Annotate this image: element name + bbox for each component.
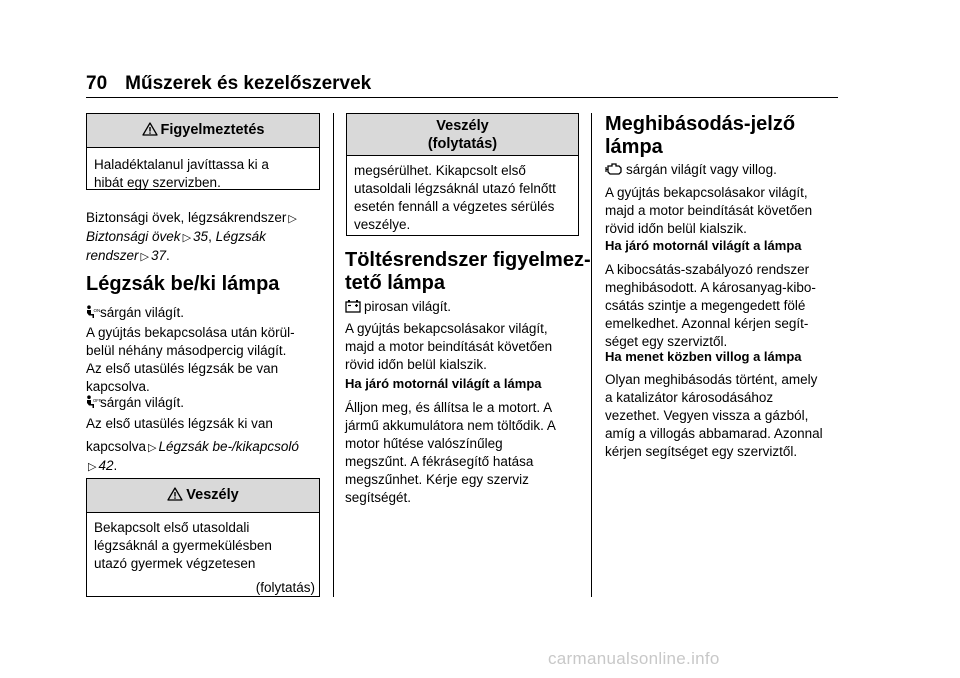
- watermark: carmanualsonline.info: [548, 649, 720, 668]
- warning-box-line: Haladéktalanul javíttassa ki a: [94, 157, 269, 172]
- text-line: Álljon meg, és állítsa le a motort. A: [345, 400, 553, 415]
- malfunction-description: [605, 184, 840, 238]
- airbag-on-line: [86, 304, 331, 322]
- warning-box-line: hibát egy szervizben.: [94, 175, 221, 190]
- battery-icon: [345, 299, 361, 313]
- battery-text: pirosan világít.: [364, 299, 452, 314]
- engine-lamp-line: [605, 161, 840, 179]
- crossref-link-2-cont[interactable]: rendszer: [86, 248, 139, 263]
- text-line: majd a motor beindítását követően: [345, 339, 553, 354]
- separator: ,: [208, 229, 212, 244]
- text-line: csátás szintje a megengedett fölé: [605, 298, 806, 313]
- text-line: belül néhány másodpercig világít.: [86, 343, 287, 358]
- text-line: rövid időn belül kialszik.: [605, 221, 747, 236]
- charging-sub-description: [345, 399, 585, 507]
- airbag-on-description: [86, 324, 331, 396]
- danger-box-line: Bekapcsolt első utasoldali: [94, 520, 250, 535]
- warning-box: [86, 113, 320, 190]
- warning-box-header: [87, 114, 319, 148]
- page-number: 70: [86, 73, 108, 94]
- text-line: segítségét.: [345, 490, 412, 505]
- period: .: [113, 458, 118, 473]
- section-title-airbag: Légzsák be/ki lámpa: [86, 273, 280, 295]
- text-line: motor hűtése valószínűleg: [345, 436, 503, 451]
- text-line: Az első utasülés légzsák ki van: [86, 416, 273, 431]
- danger-box: [86, 478, 320, 597]
- text-line: megsérülhet. Kikapcsolt első: [354, 163, 526, 178]
- text-line: esetén fennáll a végzetes sérülés: [354, 199, 555, 214]
- crossref-intro: Biztonsági övek, légzsákrendszer: [86, 210, 287, 225]
- section-title-line: Töltésrendszer figyelmez-: [345, 249, 591, 271]
- column-divider-1: [333, 113, 334, 597]
- text-line: amíg a villogás abbamarad. Azonnal: [605, 426, 823, 441]
- arrow-icon: ▷: [182, 232, 192, 244]
- arrow-icon: ▷: [148, 442, 157, 454]
- airbag-on-icon: [86, 305, 101, 319]
- header-rule: [86, 97, 838, 98]
- warning-box-title: Figyelmeztetés: [160, 122, 265, 138]
- crossref-link-1[interactable]: Biztonsági övek: [86, 229, 181, 244]
- airbag-on-text: sárgán világít.: [100, 305, 185, 320]
- text-line: A kibocsátás-szabályozó rendszer: [605, 262, 810, 277]
- malfunction-subheading-1: Ha járó motornál világít a lámpa: [605, 238, 802, 253]
- text-line: emelkedhet. Azonnal kérjen segít-: [605, 316, 809, 331]
- crossref-link-3[interactable]: Légzsák be-/kikapcsoló: [158, 439, 299, 454]
- text-line: a katalizátor károsodásához: [605, 390, 774, 405]
- danger-box-body: [87, 513, 319, 605]
- text-line: megszűnt. A fékrásegítő hatása: [345, 454, 534, 469]
- danger-continued-title: Veszély: [436, 118, 489, 134]
- svg-text:ON: ON: [93, 308, 101, 313]
- text-line: jármű akkumulátora nem töltődik. A: [345, 418, 556, 433]
- warning-triangle-icon: [142, 122, 158, 136]
- text-line: utasoldali légzsáknál utazó felnőtt: [354, 181, 556, 196]
- arrow-icon: ▷: [140, 251, 149, 263]
- malfunction-sub-description-1: [605, 261, 840, 351]
- crossref-page-3[interactable]: 42: [98, 458, 114, 473]
- warning-box-body: [87, 148, 319, 200]
- text-line: rövid időn belül kialszik.: [345, 357, 487, 372]
- text-line: meghibásodott. A károsanyag-kibo-: [605, 280, 816, 295]
- danger-box-header: [87, 479, 319, 513]
- danger-box-line: légzsáknál a gyermekülésben: [94, 538, 272, 553]
- arrow-icon: ▷: [288, 213, 297, 225]
- section-title-charging: [345, 249, 591, 295]
- text-line: veszélye.: [354, 217, 411, 232]
- section-title-line: lámpa: [605, 136, 663, 158]
- engine-lamp-text: sárgán világít vagy villog.: [626, 162, 777, 177]
- section-title-malfunction: [605, 113, 795, 159]
- crossref-page-2[interactable]: 37: [151, 248, 167, 263]
- text-line: A gyújtás bekapcsolásakor világít,: [345, 321, 548, 336]
- airbag-off-text: sárgán világít.: [100, 395, 185, 410]
- danger-continued-body: [347, 156, 578, 242]
- text-line: séget egy szerviztől.: [605, 334, 728, 349]
- airbag-off-line: [86, 394, 331, 412]
- text-line: vezethet. Vegyen vissza a gázból,: [605, 408, 809, 423]
- text-line: majd a motor beindítását követően: [605, 203, 813, 218]
- crossref-paragraph: [86, 209, 331, 266]
- warning-triangle-icon: [167, 487, 183, 501]
- crossref-page-1[interactable]: 35: [193, 229, 209, 244]
- charging-description: [345, 320, 585, 374]
- text-line: A gyújtás bekapcsolása után körül-: [86, 325, 295, 340]
- crossref-link-2[interactable]: Légzsák: [215, 229, 266, 244]
- danger-box-title: Veszély: [186, 487, 239, 503]
- text-line: Az első utasülés légzsák be van: [86, 361, 279, 376]
- danger-continued-header: [347, 114, 578, 156]
- period: .: [166, 248, 170, 263]
- section-title-line: Meghibásodás-jelző: [605, 113, 796, 135]
- continued-label: (folytatás): [255, 580, 315, 595]
- text-line: megszűnhet. Kérje egy szerviz: [345, 472, 529, 487]
- text-line: kapcsolva.: [86, 379, 150, 394]
- malfunction-subheading-2: Ha menet közben villog a lámpa: [605, 349, 802, 364]
- charging-subheading: Ha járó motornál világít a lámpa: [345, 376, 542, 391]
- danger-box-line: utazó gyermek végzetesen: [94, 556, 256, 571]
- column-divider-2: [591, 113, 592, 597]
- danger-continued-subtitle: (folytatás): [427, 136, 498, 152]
- text-line: A gyújtás bekapcsolásakor világít,: [605, 185, 808, 200]
- arrow-icon: ▷: [88, 461, 97, 473]
- section-title-line: tető lámpa: [345, 272, 446, 294]
- text-line: kérjen segítséget egy szerviztől.: [605, 444, 798, 459]
- engine-check-icon: [605, 162, 623, 176]
- danger-continued-box: [346, 113, 579, 236]
- malfunction-sub-description-2: [605, 371, 845, 461]
- chapter-title: Műszerek és kezelőszervek: [125, 73, 372, 94]
- battery-line: [345, 298, 585, 316]
- airbag-off-icon: [86, 395, 102, 409]
- text-span: kapcsolva: [86, 439, 147, 454]
- svg-text:OFF: OFF: [93, 398, 102, 403]
- page-header: [86, 73, 371, 95]
- airbag-off-description: [86, 415, 331, 476]
- text-line: Olyan meghibásodás történt, amely: [605, 372, 818, 387]
